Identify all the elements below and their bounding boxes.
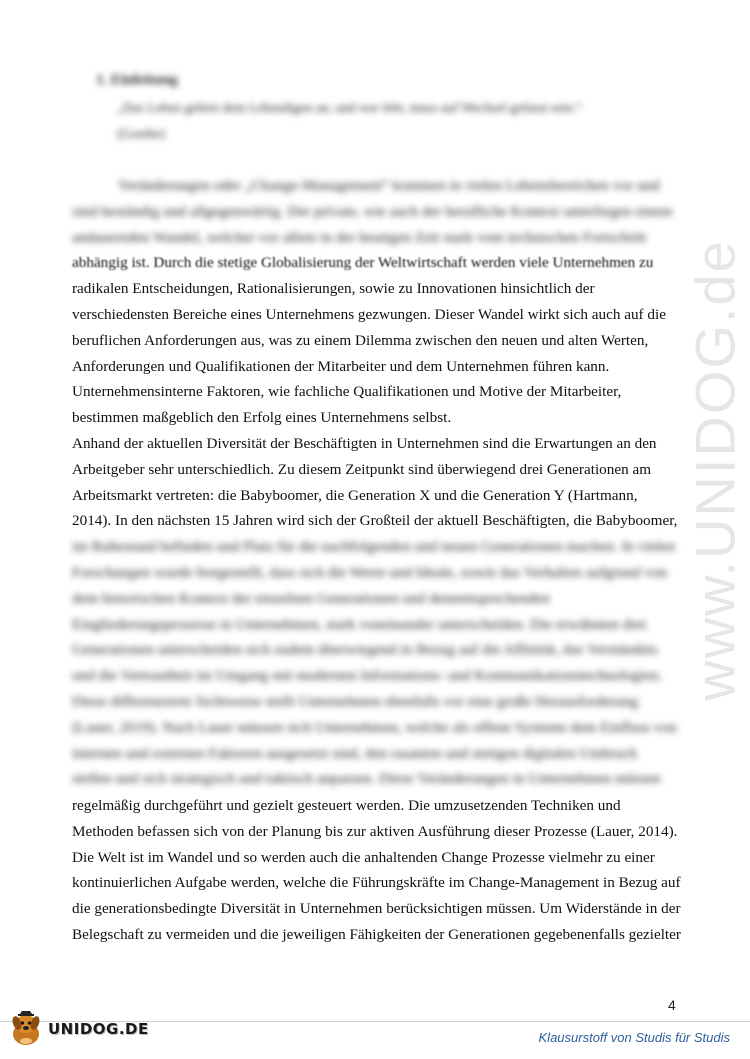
text-line: beruflichen Anforderungen aus, was zu einem Dilemma zwischen den neuen und alten Werten, xyxy=(72,331,649,349)
watermark: www.UNIDOG.de xyxy=(683,239,747,701)
text-line: Forschungen wurde festgestellt, dass sich die Werte und Ideale, sowie das Verhalten aufgrund von xyxy=(72,563,668,581)
logo-text: UNIDOG.DE xyxy=(48,1020,149,1038)
text-line: und die Vertrautheit im Umgang mit modernen Informations- und Kommunikationstechnologien. xyxy=(72,667,663,685)
paragraph-1 xyxy=(72,173,684,431)
epigraph-quote xyxy=(117,97,677,145)
text-line: die generationsbedingte Diversität in Unternehmen berücksichtigen müssen. Um Widerstände in der xyxy=(72,900,681,918)
footer-slogan: Klausurstoff von Studis für Studis xyxy=(538,1030,730,1045)
text-line: 2014). In den nächsten 15 Jahren wird sich der Großteil der aktuell Beschäftigten, die Babyboomer, xyxy=(72,512,678,530)
text-line: bestimmen maßgeblich den Erfolg eines Unternehmens selbst. xyxy=(72,409,452,427)
text-line: Arbeitsmarkt vertreten: die Babyboomer, die Generation X und die Generation Y (Hartmann, xyxy=(72,486,638,504)
text-line: sind beständig und allgegenwärtig. Der private, wie auch der berufliche Kontext unterliegen einem xyxy=(72,202,673,220)
text-line: (Lauer, 2019). Nach Lauer müssen sich Unternehmen, welche als offene Systeme dem Einfluss von xyxy=(72,718,677,736)
text-line: Eingliederungsprozesse in Unternehmen, stark voneinander unterscheiden. Die erwähnten drei xyxy=(72,615,647,633)
paragraph-3 xyxy=(72,793,684,948)
text-line: regelmäßig durchgeführt und gezielt gesteuert werden. Die umzusetzenden Techniken und xyxy=(72,797,621,814)
paragraph-2 xyxy=(72,431,684,792)
text-line: radikalen Entscheidungen, Rationalisierungen, sowie zu Innovationen hinsichtlich der xyxy=(72,280,595,298)
text-line: Veränderungen oder „Change-Management“ kommen in vielen Lebensbereichen vor und xyxy=(118,177,660,194)
quote-author: (Goethe) xyxy=(117,126,165,141)
text-line: Generationen unterscheiden sich zudem überwiegend in Bezug auf die Affinität, das Verständnis xyxy=(72,641,658,659)
text-line: Unternehmensinterne Faktoren, wie fachliche Qualifikationen und Motive der Mitarbeiter, xyxy=(72,383,622,401)
text-line: internen und externen Faktoren ausgesetzt sind, den rasanten und stetigen digitalen Umbruch xyxy=(72,744,638,762)
blurred-block xyxy=(72,173,684,250)
page-number: 4 xyxy=(668,997,676,1013)
text-line: Methoden befassen sich von der Planung bis zur aktiven Ausführung dieser Prozesse (Lauer, 2014). xyxy=(72,822,678,840)
quote-line: „Das Leben gehört dem Lebendigen an, und wer lebt, muss auf Wechsel gefasst sein.“ xyxy=(117,100,583,115)
text-line: abhängig ist. Durch die stetige Globalisierung der Weltwirtschaft werden viele Unternehmen zu xyxy=(72,254,654,272)
text-line: dem historischen Kontext der einzelnen Generationen und dementsprechenden xyxy=(72,589,550,607)
section-heading: 1. Einleitung xyxy=(96,72,178,88)
text-line: Diese differenzierte Sichtweise stellt Unternehmen ebenfalls vor eine große Herausforderung xyxy=(72,692,639,710)
text-line: verschiedensten Bereiche eines Unternehmens gezwungen. Dieser Wandel wirkt sich auch auf die xyxy=(72,305,666,323)
text-line: Anforderungen und Qualifikationen der Mitarbeiter und dem Unternehmen führen kann. xyxy=(72,357,610,375)
text-line: stellen und sich strategisch und taktisch anpassen. Diese Veränderungen in Unternehmen müssen xyxy=(72,770,661,788)
text-line: andauernden Wandel, welcher vor allem in der heutigen Zeit stark vom technischen Fortschritt xyxy=(72,228,647,246)
text-line: Belegschaft zu vermeiden und die jeweiligen Fähigkeiten der Generationen gegebenenfalls gezielter xyxy=(72,925,681,943)
text-line: Arbeitgeber sehr unterschiedlich. Zu diesem Zeitpunkt sind überwiegend drei Generationen am xyxy=(72,460,652,478)
text-line: im Ruhestand befinden und Platz für die nachfolgenden und neuen Generationen machen. In vielen xyxy=(72,538,676,556)
text-line: Anhand der aktuellen Diversität der Beschäftigten in Unternehmen sind die Erwartungen an den xyxy=(72,435,657,452)
blurred-block xyxy=(72,534,684,792)
text-line: kontinuierlichen Aufgabe werden, welche die Führungskräfte im Change-Management in Bezug auf xyxy=(72,874,681,892)
unidog-logo[interactable] xyxy=(6,1010,149,1048)
dog-icon xyxy=(6,1010,46,1048)
text-line: Die Welt ist im Wandel und so werden auch die anhaltenden Change Prozesse vielmehr zu einer xyxy=(72,848,655,866)
